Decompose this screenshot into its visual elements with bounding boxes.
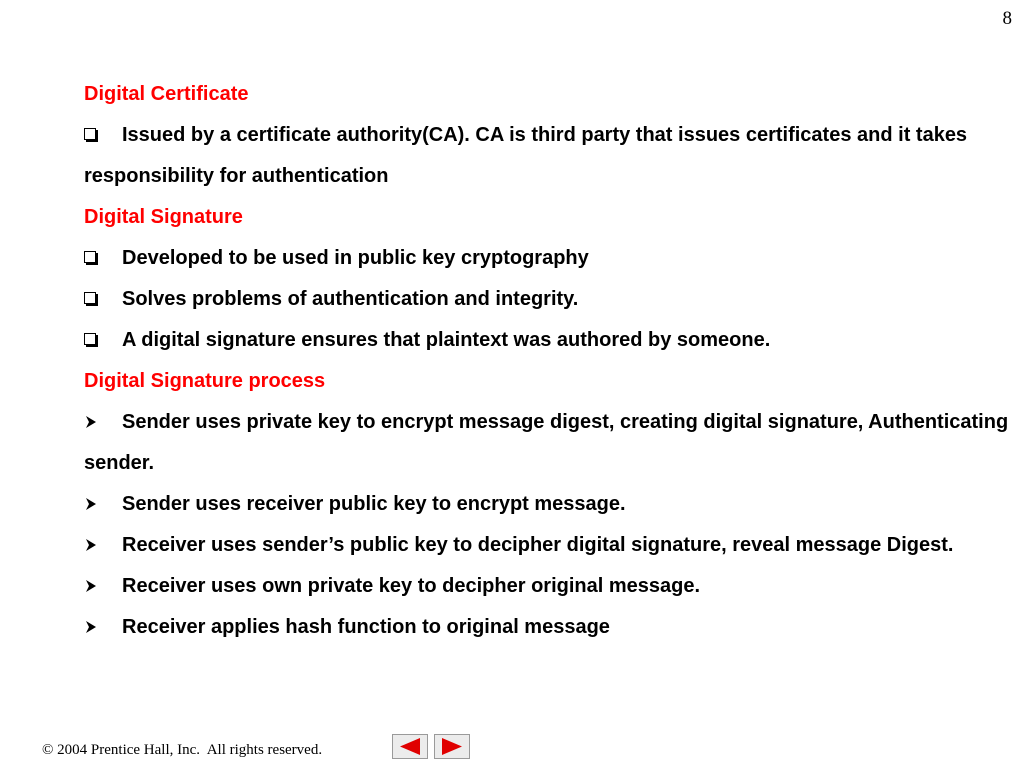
list-item: [84, 115, 1009, 197]
square-bullet-icon: [84, 249, 122, 269]
section-heading: Digital Signature: [84, 206, 243, 228]
list-item: [84, 525, 1009, 566]
slide-content: [84, 74, 1009, 648]
list-item-text: A digital signature ensures that plaintext was authored by someone.: [122, 329, 771, 351]
section-digital-signature: [84, 197, 1009, 361]
list-item: [84, 484, 1009, 525]
list-item: [84, 607, 1009, 648]
list-item-text: Sender uses receiver public key to encrypt message.: [122, 493, 626, 515]
page-number: 8: [1002, 8, 1012, 29]
list-item: [84, 279, 1009, 320]
copyright-footer: [42, 742, 322, 759]
list-item-text: Receiver uses sender’s public key to decipher digital signature, reveal message Digest.: [122, 534, 954, 556]
copyright-text: 2004 Prentice Hall, Inc. All rights reserved.: [53, 742, 323, 758]
list-item-text: Receiver uses own private key to decipher original message.: [122, 575, 701, 597]
list-item-text: Solves problems of authentication and integrity.: [122, 288, 579, 310]
previous-slide-button[interactable]: [392, 734, 428, 759]
list-item-text: Issued by a certificate authority(CA). CA is third party that issues certificates and it takes responsibility for authentication: [84, 124, 968, 187]
arrow-bullet-icon: [84, 416, 122, 430]
list-item: [84, 320, 1009, 361]
section-digital-signature-process: [84, 361, 1009, 648]
arrow-bullet-icon: [84, 621, 122, 635]
list-item: [84, 402, 1009, 484]
list-item: [84, 238, 1009, 279]
list-item-text: Sender uses private key to encrypt message digest, creating digital signature, Authenticating sender.: [84, 411, 1009, 474]
list-item-text: Receiver applies hash function to original message: [122, 616, 610, 638]
red-left-triangle-icon: [397, 737, 423, 756]
copyright-symbol: ©: [42, 742, 54, 758]
arrow-bullet-icon: [84, 539, 122, 553]
section-digital-certificate: [84, 74, 1009, 197]
square-bullet-icon: [84, 290, 122, 310]
section-heading: Digital Signature process: [84, 370, 326, 392]
section-heading: Digital Certificate: [84, 83, 249, 105]
square-bullet-icon: [84, 331, 122, 351]
arrow-bullet-icon: [84, 580, 122, 594]
list-item-text: Developed to be used in public key cryptography: [122, 247, 589, 269]
list-item: [84, 566, 1009, 607]
slide-navigation: [392, 734, 470, 759]
next-slide-button[interactable]: [434, 734, 470, 759]
red-right-triangle-icon: [439, 737, 465, 756]
square-bullet-icon: [84, 126, 122, 146]
arrow-bullet-icon: [84, 498, 122, 512]
